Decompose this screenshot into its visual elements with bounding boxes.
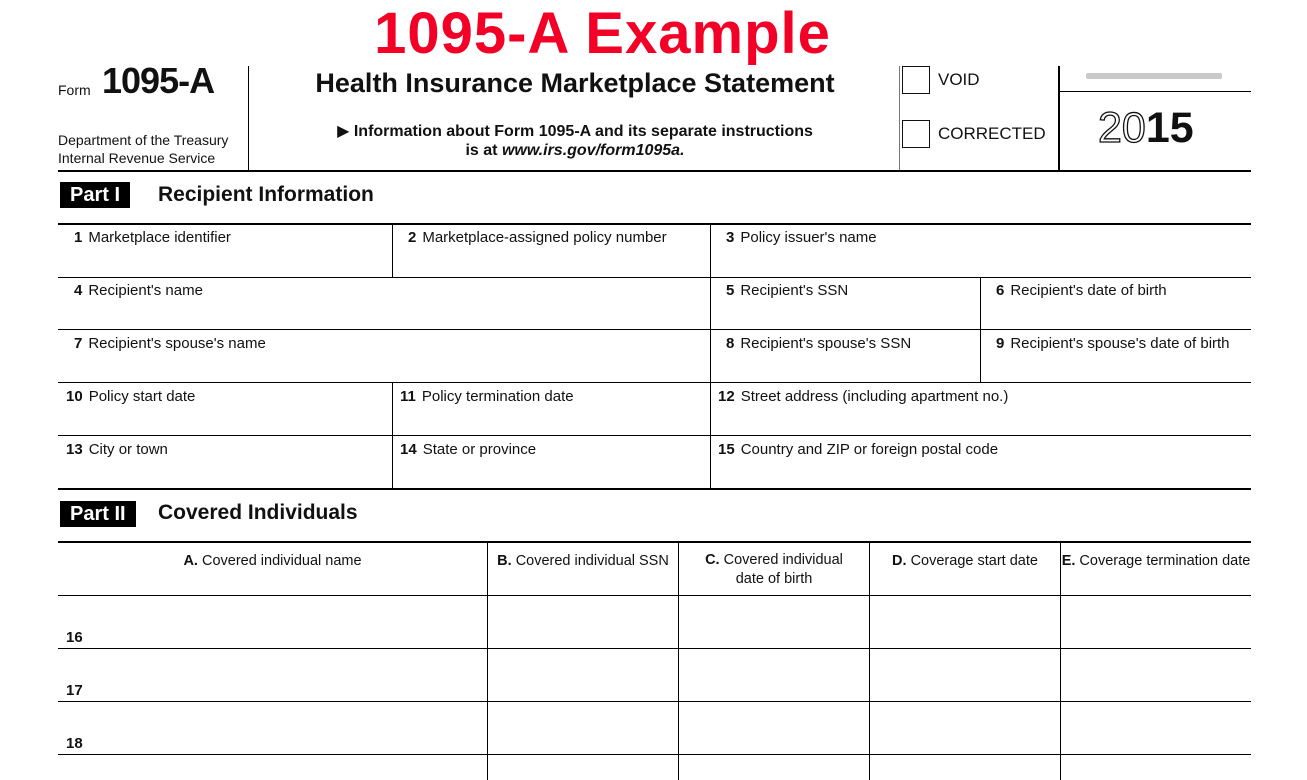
field-label: Recipient's spouse's name [88, 335, 266, 352]
field-recipient-name[interactable] [74, 282, 203, 299]
table-row-number: 17 [66, 682, 83, 699]
field-number: 5 [726, 282, 735, 299]
field-label: Recipient's spouse's date of birth [1010, 335, 1230, 352]
cell-divider [980, 278, 981, 382]
field-policy-termination[interactable] [400, 388, 574, 405]
row-rule [58, 329, 1251, 330]
omb-divider [1060, 91, 1251, 92]
field-recipient-ssn[interactable] [726, 282, 848, 299]
field-number: 6 [996, 282, 1005, 299]
field-number: 10 [66, 388, 83, 405]
row-rule [58, 382, 1251, 383]
table-row-number: 16 [66, 629, 83, 646]
column-letter: A. [183, 553, 198, 569]
field-number: 12 [718, 388, 735, 405]
table-header-rule [58, 595, 1251, 596]
instructions-link[interactable]: www.irs.gov/form1095a. [501, 142, 685, 159]
field-label: Recipient's date of birth [1010, 282, 1167, 299]
field-spouse-ssn[interactable] [726, 335, 911, 352]
agency-line: Internal Revenue Service [58, 150, 216, 166]
year-outline: 20 [1098, 104, 1146, 152]
field-label: Policy termination date [421, 388, 574, 405]
field-marketplace-identifier[interactable] [74, 229, 231, 246]
department-line: Department of the Treasury [58, 132, 229, 148]
form-number: 1095-A [102, 60, 215, 101]
field-state[interactable] [400, 441, 536, 458]
table-row-rule [58, 648, 1251, 649]
column-label: Coverage start date [910, 553, 1038, 569]
field-country-zip[interactable] [718, 441, 998, 458]
part2-top-rule [58, 541, 1251, 543]
column-label: Covered individual SSN [515, 553, 669, 569]
row-rule [58, 435, 1251, 436]
corrected-label: CORRECTED [938, 124, 1046, 143]
field-label: Recipient's spouse's SSN [740, 335, 912, 352]
field-label: Country and ZIP or foreign postal code [740, 441, 999, 458]
field-number: 1 [74, 229, 83, 246]
example-title: 1095-A Example [374, 1, 831, 66]
column-divider [487, 542, 488, 780]
info-url-prefix: is at [465, 142, 502, 159]
field-label: Policy issuer's name [740, 229, 877, 246]
field-label: Recipient's SSN [740, 282, 849, 299]
info-url-line [250, 141, 900, 160]
field-label: Street address (including apartment no.) [740, 388, 1009, 405]
part1-badge: Part I [60, 182, 130, 208]
column-letter: C. [705, 552, 720, 568]
field-recipient-dob[interactable] [996, 282, 1167, 299]
column-label: Coverage termination date [1079, 553, 1251, 569]
field-policy-start[interactable] [66, 388, 195, 405]
table-row-rule [58, 701, 1251, 702]
field-label: Marketplace identifier [88, 229, 231, 246]
part1-bottom-rule [58, 488, 1251, 490]
field-number: 14 [400, 441, 417, 458]
table-row-number: 18 [66, 735, 83, 752]
field-label: Policy start date [88, 388, 196, 405]
column-letter: B. [497, 553, 512, 569]
corrected-checkbox[interactable] [902, 120, 930, 148]
void-checkbox[interactable] [902, 66, 930, 94]
column-label: Covered individual [723, 552, 843, 568]
field-spouse-name[interactable] [74, 335, 266, 352]
field-number: 11 [400, 388, 416, 405]
field-street-address[interactable] [718, 388, 1008, 405]
column-header-name [58, 552, 487, 571]
part2-title: Covered Individuals [158, 501, 358, 524]
table-row-rule [58, 754, 1251, 755]
row-rule [58, 277, 1251, 278]
department-info [58, 131, 228, 167]
info-line: ▶ Information about Form 1095-A and its separate instructions [337, 123, 813, 140]
field-number: 15 [718, 441, 735, 458]
void-label: VOID [938, 70, 980, 89]
column-header-dob [679, 551, 869, 589]
part1-top-rule [58, 223, 1251, 225]
cell-divider [392, 224, 393, 277]
field-number: 3 [726, 229, 735, 246]
field-label: Marketplace-assigned policy number [422, 229, 667, 246]
header-bottom-rule [58, 170, 1251, 172]
form-label: Form [58, 82, 91, 98]
omb-number-smudge [1086, 70, 1222, 82]
field-number: 8 [726, 335, 735, 352]
field-spouse-dob[interactable] [996, 335, 1230, 352]
year-bold: 15 [1145, 104, 1194, 152]
field-label: State or province [422, 441, 537, 458]
field-label: City or town [88, 441, 168, 458]
field-policy-number[interactable] [408, 229, 667, 246]
header-divider-left [248, 66, 249, 170]
field-city[interactable] [66, 441, 168, 458]
form-title: Health Insurance Marketplace Statement [315, 68, 835, 98]
field-number: 7 [74, 335, 83, 352]
field-number: 13 [66, 441, 83, 458]
field-policy-issuer[interactable] [726, 229, 877, 246]
header-divider-right [1058, 66, 1060, 170]
field-number: 9 [996, 335, 1005, 352]
column-label-line2: date of birth [735, 571, 813, 587]
instructions-info [250, 122, 900, 160]
column-header-start [870, 552, 1060, 571]
column-divider [869, 542, 870, 780]
column-label: Covered individual name [201, 553, 362, 569]
column-letter: E. [1061, 553, 1076, 569]
cell-divider [392, 383, 393, 488]
tax-year [1098, 104, 1194, 153]
field-label: Recipient's name [88, 282, 203, 299]
column-divider [1060, 542, 1061, 780]
cell-divider [710, 224, 711, 488]
field-number: 4 [74, 282, 83, 299]
column-letter: D. [892, 553, 907, 569]
part1-title: Recipient Information [158, 183, 374, 206]
field-number: 2 [408, 229, 417, 246]
header-divider-mid [899, 66, 900, 170]
column-header-ssn [488, 552, 678, 571]
column-header-termination [1061, 552, 1251, 571]
part2-badge: Part II [60, 501, 136, 527]
